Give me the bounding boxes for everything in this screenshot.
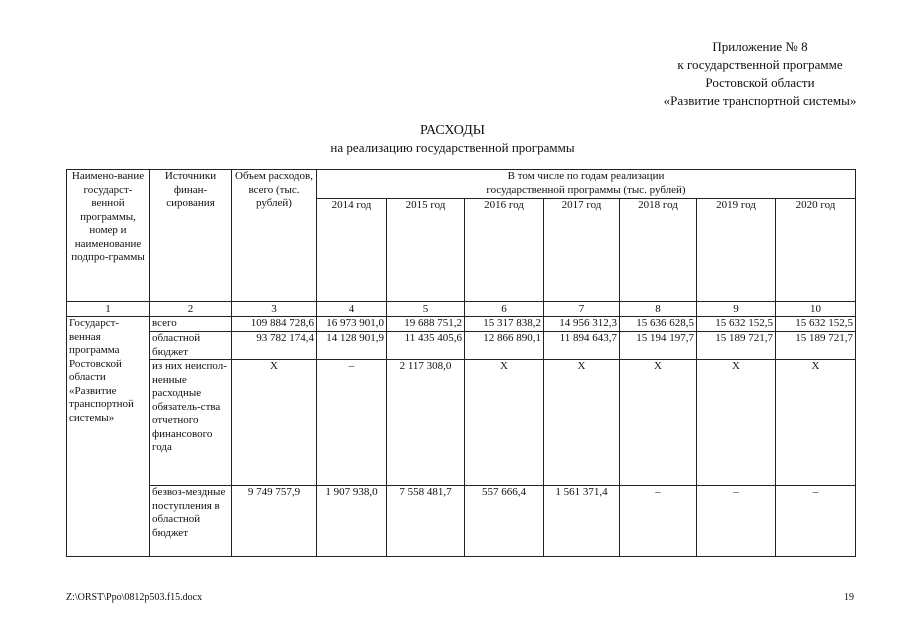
header-year: 2014 год — [317, 199, 387, 302]
year-value-cell: – — [697, 486, 776, 557]
source-cell: из них неиспол-ненные расходные обязатель-ства отчетного финансового года — [150, 360, 232, 486]
expenses-table — [66, 169, 856, 557]
year-value-cell: 14 956 312,3 — [544, 317, 620, 332]
year-value-cell: Х — [620, 360, 697, 486]
column-number: 4 — [317, 302, 387, 317]
appendix-line: «Развитие транспортной системы» — [663, 93, 857, 108]
document-title — [0, 122, 905, 156]
header-year: 2017 год — [544, 199, 620, 302]
year-value-cell: – — [776, 486, 856, 557]
year-value-cell: 15 636 628,5 — [620, 317, 697, 332]
total-cell: 9 749 757,9 — [232, 486, 317, 557]
column-number: 6 — [465, 302, 544, 317]
column-number: 3 — [232, 302, 317, 317]
appendix-line: Ростовской области — [705, 75, 815, 90]
year-value-cell: 557 666,4 — [465, 486, 544, 557]
year-value-cell: 15 189 721,7 — [697, 332, 776, 360]
source-cell: безвоз-мездные поступления в областной бюджет — [150, 486, 232, 557]
year-value-cell: 15 632 152,5 — [697, 317, 776, 332]
year-value-cell: 12 866 890,1 — [465, 332, 544, 360]
year-value-cell: 2 117 308,0 — [387, 360, 465, 486]
footer-file-path: Z:\ORST\Ppo\0812p503.f15.docx — [66, 592, 203, 603]
header-year: 2016 год — [465, 199, 544, 302]
year-value-cell: 1 907 938,0 — [317, 486, 387, 557]
header-years-group-line1: В том числе по годам реализации — [507, 170, 665, 182]
header-year: 2015 год — [387, 199, 465, 302]
column-number: 10 — [776, 302, 856, 317]
program-name-cell: Государст-венная программа Ростовской области «Развитие транспортной системы» — [67, 317, 150, 557]
year-value-cell: 15 317 838,2 — [465, 317, 544, 332]
year-value-cell: 15 194 197,7 — [620, 332, 697, 360]
table-row — [67, 317, 856, 332]
header-years-group — [317, 170, 856, 199]
year-value-cell: 15 632 152,5 — [776, 317, 856, 332]
header-total: Объем расходов, всего (тыс. рублей) — [232, 170, 317, 302]
year-value-cell: – — [620, 486, 697, 557]
year-value-cell: Х — [544, 360, 620, 486]
column-number: 8 — [620, 302, 697, 317]
appendix-header — [580, 38, 905, 110]
year-value-cell: 7 558 481,7 — [387, 486, 465, 557]
column-number: 7 — [544, 302, 620, 317]
source-cell: областной бюджет — [150, 332, 232, 360]
year-value-cell: – — [317, 360, 387, 486]
header-sources: Источники финан-сирования — [150, 170, 232, 302]
column-number: 5 — [387, 302, 465, 317]
total-cell: 93 782 174,4 — [232, 332, 317, 360]
table-row — [67, 332, 856, 360]
year-value-cell: Х — [776, 360, 856, 486]
year-value-cell: 11 435 405,6 — [387, 332, 465, 360]
column-numbers-row — [67, 302, 856, 317]
header-year: 2018 год — [620, 199, 697, 302]
year-value-cell: 19 688 751,2 — [387, 317, 465, 332]
year-value-cell: 11 894 643,7 — [544, 332, 620, 360]
footer-page-number: 19 — [844, 592, 854, 603]
total-cell: 109 884 728,6 — [232, 317, 317, 332]
year-value-cell: 16 973 901,0 — [317, 317, 387, 332]
year-value-cell: 1 561 371,4 — [544, 486, 620, 557]
year-value-cell: Х — [697, 360, 776, 486]
source-cell: всего — [150, 317, 232, 332]
table-row — [67, 360, 856, 486]
header-year: 2020 год — [776, 199, 856, 302]
total-cell: Х — [232, 360, 317, 486]
column-number: 1 — [67, 302, 150, 317]
column-number: 2 — [150, 302, 232, 317]
appendix-line: Приложение № 8 — [712, 39, 808, 54]
appendix-line: к государственной программе — [677, 57, 843, 72]
year-value-cell: 14 128 901,9 — [317, 332, 387, 360]
title-main: РАСХОДЫ — [420, 123, 485, 138]
title-sub: на реализацию государственной программы — [330, 140, 575, 155]
table-row — [67, 486, 856, 557]
header-year: 2019 год — [697, 199, 776, 302]
year-value-cell: 15 189 721,7 — [776, 332, 856, 360]
header-row — [67, 170, 856, 199]
header-program-name: Наимено-вание государст-венной программы, номер и наименование подпро-граммы — [67, 170, 150, 302]
header-years-group-line2: государственной программы (тыс. рублей) — [486, 183, 686, 196]
year-value-cell: Х — [465, 360, 544, 486]
column-number: 9 — [697, 302, 776, 317]
